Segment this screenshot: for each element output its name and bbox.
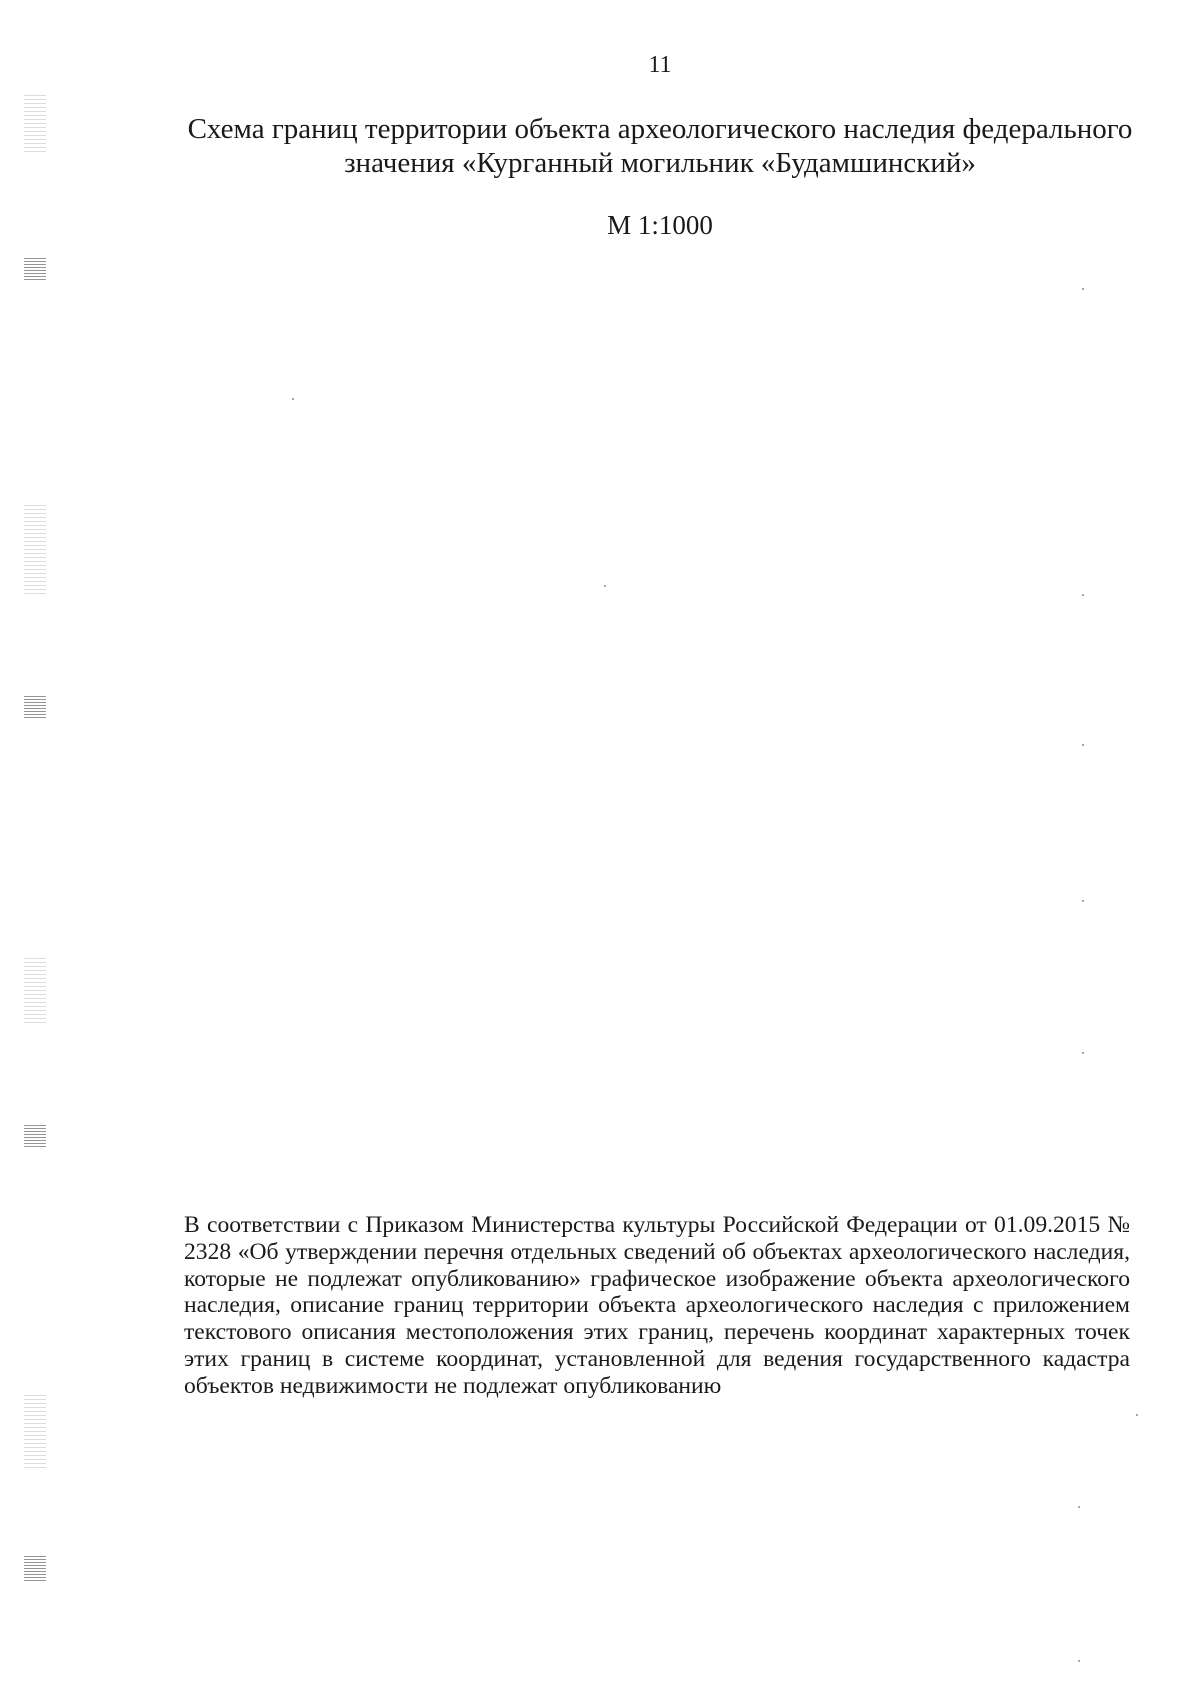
map-scale: М 1:1000 xyxy=(607,210,713,240)
scan-artifact xyxy=(24,505,46,595)
scan-speck xyxy=(1082,594,1084,596)
scan-speck xyxy=(292,398,294,400)
scan-speck xyxy=(1078,1660,1080,1662)
scan-speck xyxy=(604,585,606,587)
scan-speck xyxy=(1136,1414,1138,1416)
scan-artifact xyxy=(24,258,46,282)
scan-speck xyxy=(1078,1506,1080,1508)
scan-speck xyxy=(1082,1052,1084,1054)
scan-artifact xyxy=(24,1556,46,1582)
scan-artifact xyxy=(24,1125,46,1149)
scan-speck xyxy=(1082,900,1084,902)
scan-artifact xyxy=(24,95,46,155)
scan-speck xyxy=(1082,288,1084,290)
scan-artifact xyxy=(24,696,46,720)
page-number: 11 xyxy=(648,52,672,78)
scan-artifact xyxy=(24,958,46,1023)
publication-notice: В соответствии с Приказом Министерства культуры Российской Федерации от 01.09.2015 № 2328 «Об утверждении перечня отдельных сведений об объектах археологического наследия, которые не подлежат опубликованию» графическое изображение объекта археологического наследия, описание границ территории объекта археологического наследия с приложением текстового описания местоположения этих границ, перечень координат характерных точек этих границ в системе координат, установленной для ведения государственного кадастра объектов недвижимости не подлежат опубликованию xyxy=(184,1212,1130,1399)
scan-artifact xyxy=(24,1395,46,1470)
document-title: Схема границ территории объекта археологического наследия федерального значения «Курганный могильник «Будамшинский» xyxy=(187,113,1133,179)
scan-speck xyxy=(1082,744,1084,746)
